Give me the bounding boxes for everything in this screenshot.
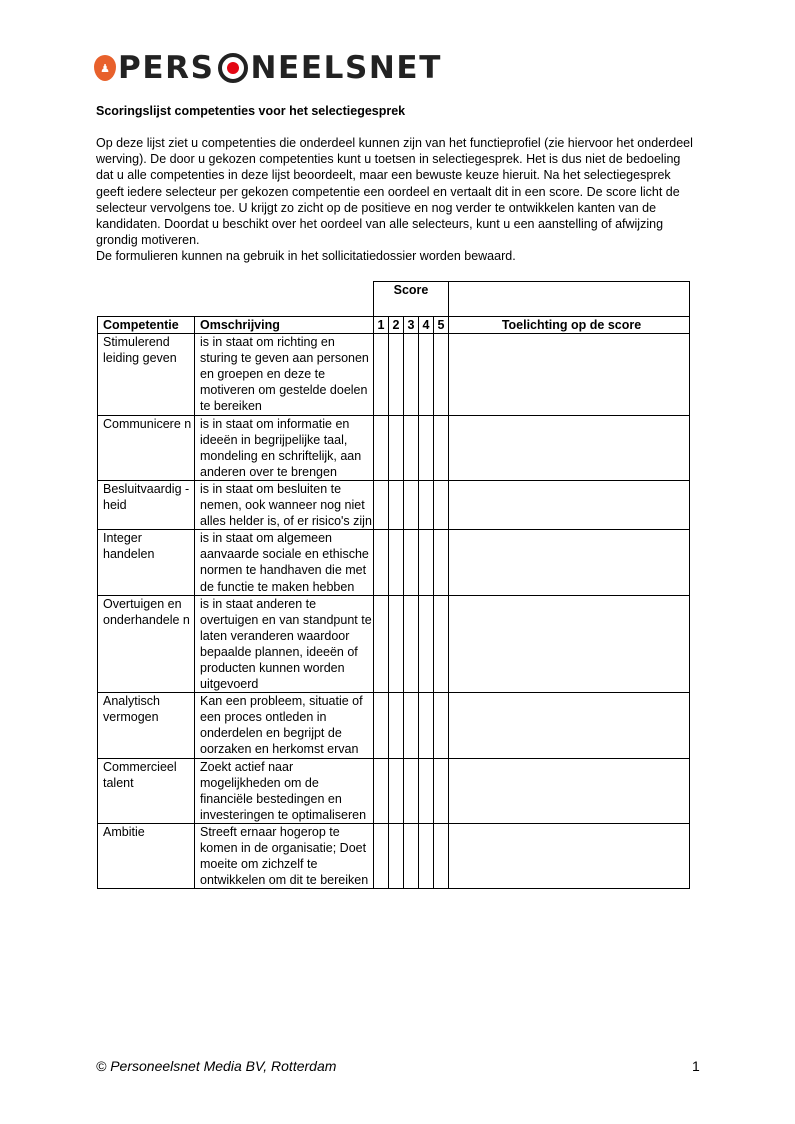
- header-toelichting: Toelichting op de score: [449, 317, 690, 334]
- score-cell-1[interactable]: [374, 334, 389, 415]
- competentie-cell: Communicere n: [98, 415, 195, 480]
- score-cell-2[interactable]: [389, 480, 404, 529]
- score-cell-4[interactable]: [419, 415, 434, 480]
- table-row: [98, 334, 690, 415]
- table-row: [98, 415, 690, 480]
- omschrijving-cell: Zoekt actief naar mogelijkheden om de financiële bestedingen en investeringen te optimaliseren: [195, 758, 374, 823]
- score-cell-2[interactable]: [389, 415, 404, 480]
- score-cell-4[interactable]: [419, 530, 434, 595]
- toelichting-cell[interactable]: [449, 334, 690, 415]
- toelichting-cell[interactable]: [449, 415, 690, 480]
- header-omschrijving: Omschrijving: [195, 317, 374, 334]
- header-score-3: 3: [404, 317, 419, 334]
- toelichting-cell[interactable]: [449, 595, 690, 693]
- score-header-row: [98, 282, 690, 317]
- score-cell-4[interactable]: [419, 693, 434, 758]
- score-cell-2[interactable]: [389, 530, 404, 595]
- table-row: [98, 595, 690, 693]
- header-score-2: 2: [389, 317, 404, 334]
- intro-paragraph: De formulieren kunnen na gebruik in het sollicitatiedossier worden bewaard.: [96, 249, 516, 264]
- score-cell-5[interactable]: [434, 595, 449, 693]
- score-cell-4[interactable]: [419, 595, 434, 693]
- logo-wordmark: [118, 50, 442, 86]
- score-cell-5[interactable]: [434, 415, 449, 480]
- score-cell-5[interactable]: [434, 480, 449, 529]
- toelichting-cell[interactable]: [449, 823, 690, 888]
- omschrijving-cell: is in staat om informatie en ideeën in begrijpelijke taal, mondeling en schriftelijk, aan anderen over te brengen: [195, 415, 374, 480]
- header-competentie: Competentie: [98, 317, 195, 334]
- header-score-1: 1: [374, 317, 389, 334]
- brand-logo: [94, 50, 442, 86]
- score-cell-1[interactable]: [374, 595, 389, 693]
- score-cell-1[interactable]: [374, 693, 389, 758]
- score-cell-3[interactable]: [404, 758, 419, 823]
- score-cell-1[interactable]: [374, 823, 389, 888]
- score-cell-3[interactable]: [404, 334, 419, 415]
- omschrijving-cell: Kan een probleem, situatie of een proces ontleden in onderdelen en begrijpt de oorzaken en herkomst ervan: [195, 693, 374, 758]
- toelichting-cell[interactable]: [449, 530, 690, 595]
- score-cell-3[interactable]: [404, 693, 419, 758]
- table-row: [98, 530, 690, 595]
- score-cell-3[interactable]: [404, 823, 419, 888]
- score-cell-4[interactable]: [419, 334, 434, 415]
- score-cell-3[interactable]: [404, 415, 419, 480]
- omschrijving-cell: is in staat om algemeen aanvaarde sociale en ethische normen te handhaven die met de functie te maken hebben: [195, 530, 374, 595]
- score-cell-1[interactable]: [374, 480, 389, 529]
- column-header-row: [98, 317, 690, 334]
- competency-table: [97, 281, 690, 889]
- toelichting-cell[interactable]: [449, 480, 690, 529]
- competentie-cell: Besluitvaardig -heid: [98, 480, 195, 529]
- toelichting-cell[interactable]: [449, 693, 690, 758]
- score-cell-5[interactable]: [434, 334, 449, 415]
- empty-cell: [449, 282, 690, 317]
- score-cell-1[interactable]: [374, 758, 389, 823]
- table-row: [98, 823, 690, 888]
- footer-copyright: © Personeelsnet Media BV, Rotterdam: [96, 1058, 337, 1074]
- toelichting-cell[interactable]: [449, 758, 690, 823]
- score-cell-5[interactable]: [434, 758, 449, 823]
- header-score-4: 4: [419, 317, 434, 334]
- score-cell-5[interactable]: [434, 530, 449, 595]
- omschrijving-cell: is in staat anderen te overtuigen en van standpunt te laten veranderen waardoor bepaalde plannen, ideeën of producten kunnen worden uitgevoerd: [195, 595, 374, 693]
- score-cell-4[interactable]: [419, 480, 434, 529]
- logo-text-left: PERS: [118, 50, 215, 86]
- header-score-5: 5: [434, 317, 449, 334]
- table-row: [98, 480, 690, 529]
- score-cell-4[interactable]: [419, 823, 434, 888]
- score-cell-2[interactable]: [389, 334, 404, 415]
- logo-target-icon: [218, 53, 248, 83]
- person-icon: ♟: [94, 55, 116, 81]
- competentie-cell: Ambitie: [98, 823, 195, 888]
- competentie-cell: Integer handelen: [98, 530, 195, 595]
- score-cell-5[interactable]: [434, 693, 449, 758]
- page-title: Scoringslijst competenties voor het selectiegesprek: [96, 104, 406, 118]
- competentie-cell: Stimulerend leiding geven: [98, 334, 195, 415]
- competentie-cell: Overtuigen en onderhandele n: [98, 595, 195, 693]
- score-cell-3[interactable]: [404, 530, 419, 595]
- omschrijving-cell: Streeft ernaar hogerop te komen in de organisatie; Doet moeite om zichzelf te ontwikkelen om dit te bereiken: [195, 823, 374, 888]
- competentie-cell: Commercieel talent: [98, 758, 195, 823]
- omschrijving-cell: is in staat om besluiten te nemen, ook wanneer nog niet alles helder is, of er risico's zijn: [195, 480, 374, 529]
- table-row: [98, 758, 690, 823]
- empty-cell: [195, 282, 374, 317]
- score-cell-2[interactable]: [389, 595, 404, 693]
- score-cell-2[interactable]: [389, 758, 404, 823]
- competentie-cell: Analytisch vermogen: [98, 693, 195, 758]
- intro-paragraph: Op deze lijst ziet u competenties die onderdeel kunnen zijn van het functieprofiel (zie hiervoor het onderdeel werving). De door u gekozen competenties kunt u toetsen in selectiegesprek. Het is dus niet de bedoeling dat u alle competenties in deze lijst beoordeelt, maar een bewuste keuze hieruit. Na het selectiegesprek geeft iedere selecteur per gekozen competentie een oordeel en vertaalt dit in een score. De score licht de selecteur vervolgens toe. U krijgt zo zicht op de positieve en nog verder te ontwikkelen kanten van de kandidaten. Doordat u beschikt over het oordeel van alle selecteurs, kunt u een aanstelling of afwijzing grondig motiveren.: [96, 136, 693, 248]
- empty-cell: [98, 282, 195, 317]
- logo-text-right: NEELSNET: [250, 50, 442, 86]
- table-row: [98, 693, 690, 758]
- score-cell-3[interactable]: [404, 595, 419, 693]
- score-cell-2[interactable]: [389, 693, 404, 758]
- score-cell-4[interactable]: [419, 758, 434, 823]
- score-header: Score: [374, 282, 449, 317]
- score-cell-1[interactable]: [374, 530, 389, 595]
- intro-text: [96, 135, 696, 265]
- score-cell-5[interactable]: [434, 823, 449, 888]
- score-cell-1[interactable]: [374, 415, 389, 480]
- page-number: 1: [692, 1058, 700, 1074]
- omschrijving-cell: is in staat om richting en sturing te geven aan personen en groepen en deze te motiveren om gestelde doelen te bereiken: [195, 334, 374, 415]
- score-cell-3[interactable]: [404, 480, 419, 529]
- score-cell-2[interactable]: [389, 823, 404, 888]
